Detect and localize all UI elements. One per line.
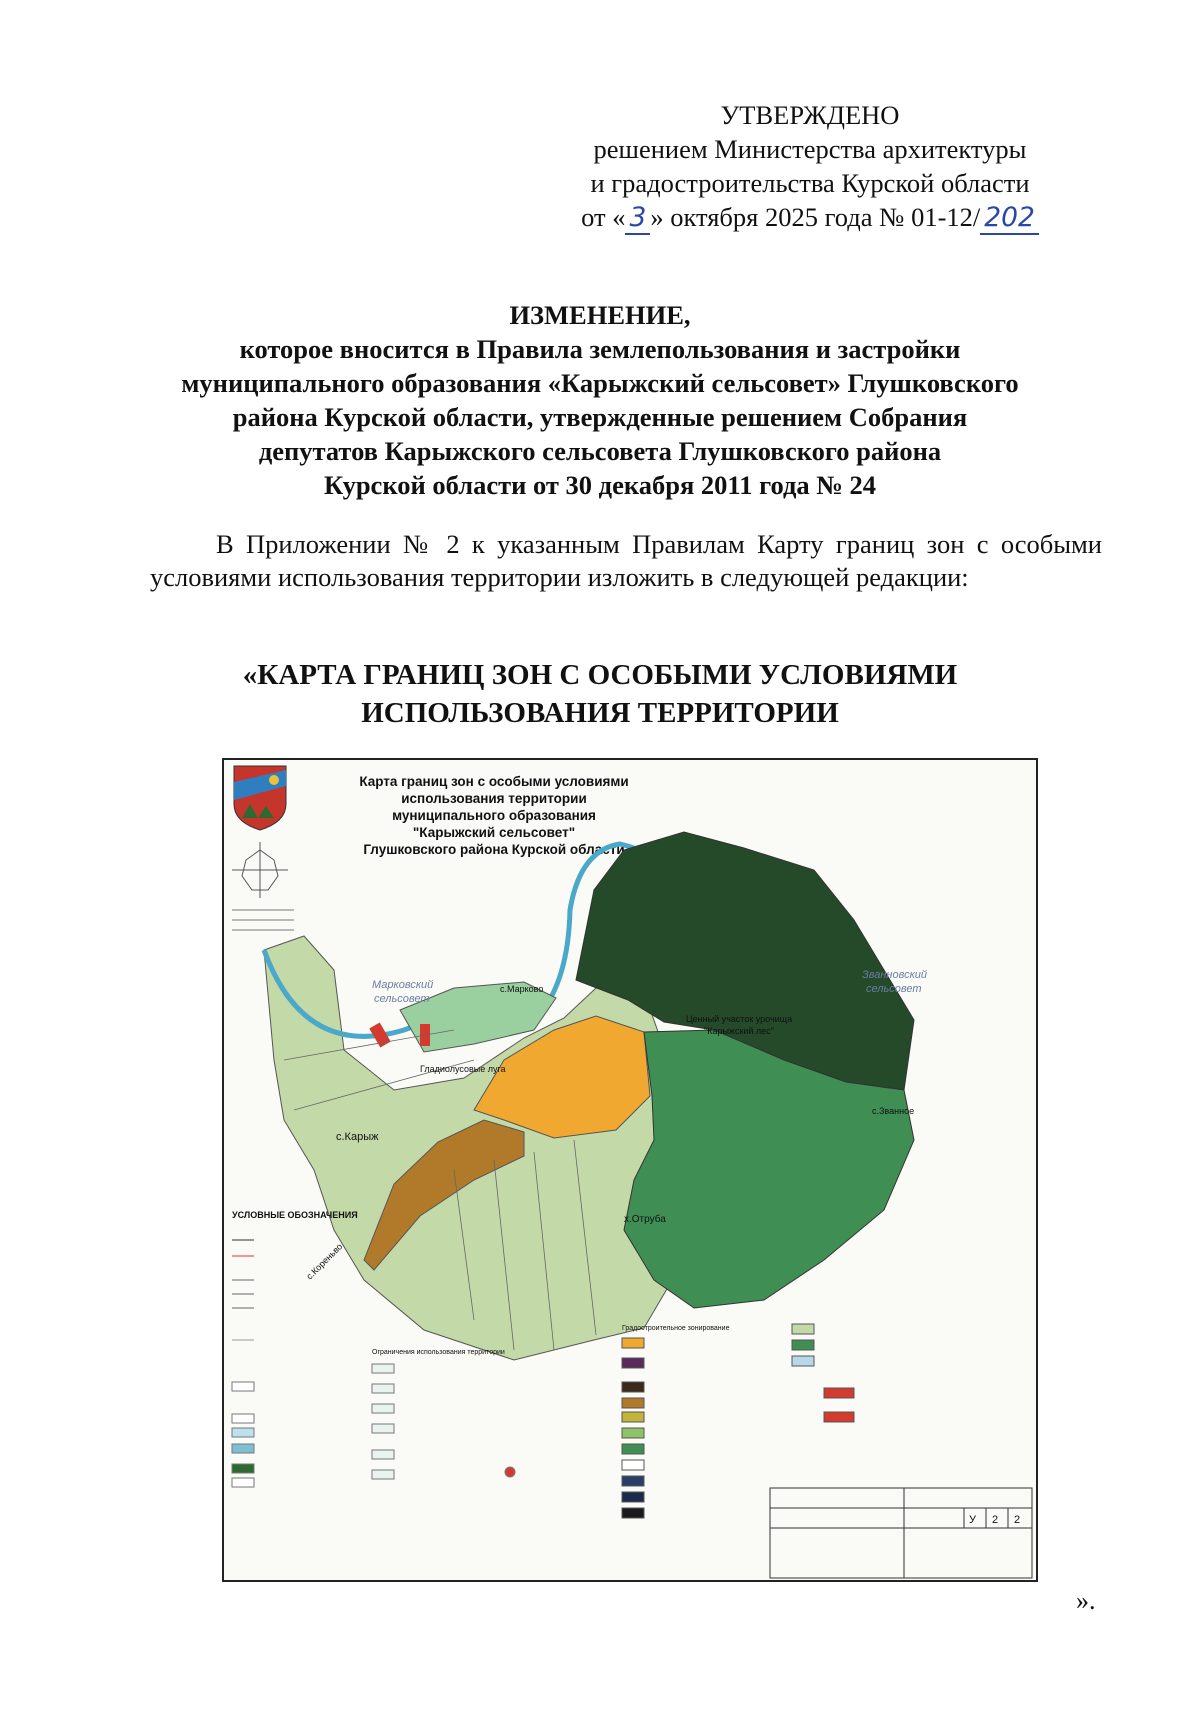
map-title-line-1: Карта границ зон с особыми условиями [359, 774, 629, 789]
date-mid: » октября 2025 года № 01-12/ [650, 202, 981, 232]
handwritten-number: 202 [980, 202, 1039, 235]
map-title-line-3: муниципального образования [392, 808, 596, 823]
approval-line-1: УТВЕРЖДЕНО [720, 100, 900, 130]
stamp-sheets: 2 [1014, 1514, 1021, 1526]
label-markovsky-sub: сельсовет [374, 993, 430, 1005]
label-s-zvannoe: с.Званное [872, 1106, 915, 1116]
zoning-map [222, 758, 1038, 1582]
closing-quote: ». [1076, 1586, 1096, 1615]
map-title-line-5: Глушковского района Курской области [363, 842, 625, 857]
label-zvannovsky: Званновский [862, 969, 928, 981]
map-title-line-2: использования территории [401, 791, 587, 806]
approval-date-line [540, 200, 1080, 235]
legend-left [232, 1240, 254, 1487]
date-prefix: от « [581, 202, 626, 232]
body-paragraph [150, 528, 1102, 594]
title-line-1: которое вносится в Правила землепользования и застройки [239, 334, 961, 364]
body-paragraph-text: В Приложении № 2 к указанным Правилам Карту границ зон с особыми условиями использования территории изложить в следующей редакции: [150, 529, 1102, 592]
handwritten-day: 3 [625, 202, 650, 235]
label-s-korenevo: с.Кореньво [304, 1241, 345, 1282]
approval-line-3: и градостроительства Курской области [590, 168, 1030, 198]
title-heading: ИЗМЕНЕНИЕ, [509, 300, 691, 330]
legend-title: УСЛОВНЫЕ ОБОЗНАЧЕНИЯ [232, 1210, 358, 1220]
legend-restrictions [372, 1364, 515, 1479]
label-s-markovo: с.Марково [500, 984, 544, 994]
label-zvannovsky-sub: сельсовет [866, 983, 922, 995]
title-line-5: Курской области от 30 декабря 2011 года № 24 [324, 470, 876, 500]
zoning-map-svg [224, 760, 1036, 1580]
document-title [110, 298, 1090, 502]
label-markovsky: Марковский [372, 979, 434, 991]
legend-urban-zoning: Градостроительное зонирование [622, 1325, 730, 1332]
legend-right [792, 1324, 854, 1422]
stamp-sheet: 2 [992, 1514, 999, 1526]
legend-zoning-swatches [622, 1338, 644, 1518]
approval-block [540, 98, 1080, 235]
map-title-line-4: "Карыжский сельсовет" [412, 825, 576, 840]
approval-line-2: решением Министерства архитектуры [593, 134, 1027, 164]
label-valuable-1: Ценный участок урочища [686, 1014, 793, 1024]
label-karyzh: с.Карыж [336, 1131, 379, 1143]
title-stamp [770, 1488, 1032, 1578]
label-gladiolus: Гладиолусовые луга [420, 1064, 506, 1074]
title-line-3: района Курской области, утвержденные решением Собрания [232, 402, 968, 432]
title-line-2: муниципального образования «Карыжский сельсовет» Глушковского [181, 368, 1019, 398]
stamp-letter: У [969, 1514, 976, 1526]
legend-restrictions-title: Ограничения использования территории [372, 1349, 505, 1356]
label-kh-otruba: х.Отруба [624, 1214, 666, 1225]
coat-of-arms-icon [234, 766, 286, 830]
title-line-4: депутатов Карыжского сельсовета Глушковского района [258, 436, 942, 466]
compass-rose-icon [232, 842, 288, 898]
map-heading [150, 656, 1050, 732]
map-heading-line-1: «КАРТА ГРАНИЦ ЗОН С ОСОБЫМИ УСЛОВИЯМИ [242, 659, 958, 691]
label-valuable-2: "Карыжский лес" [704, 1026, 774, 1036]
map-heading-line-2: ИСПОЛЬЗОВАНИЯ ТЕРРИТОРИИ [361, 697, 839, 729]
map-scale-note [232, 910, 294, 930]
